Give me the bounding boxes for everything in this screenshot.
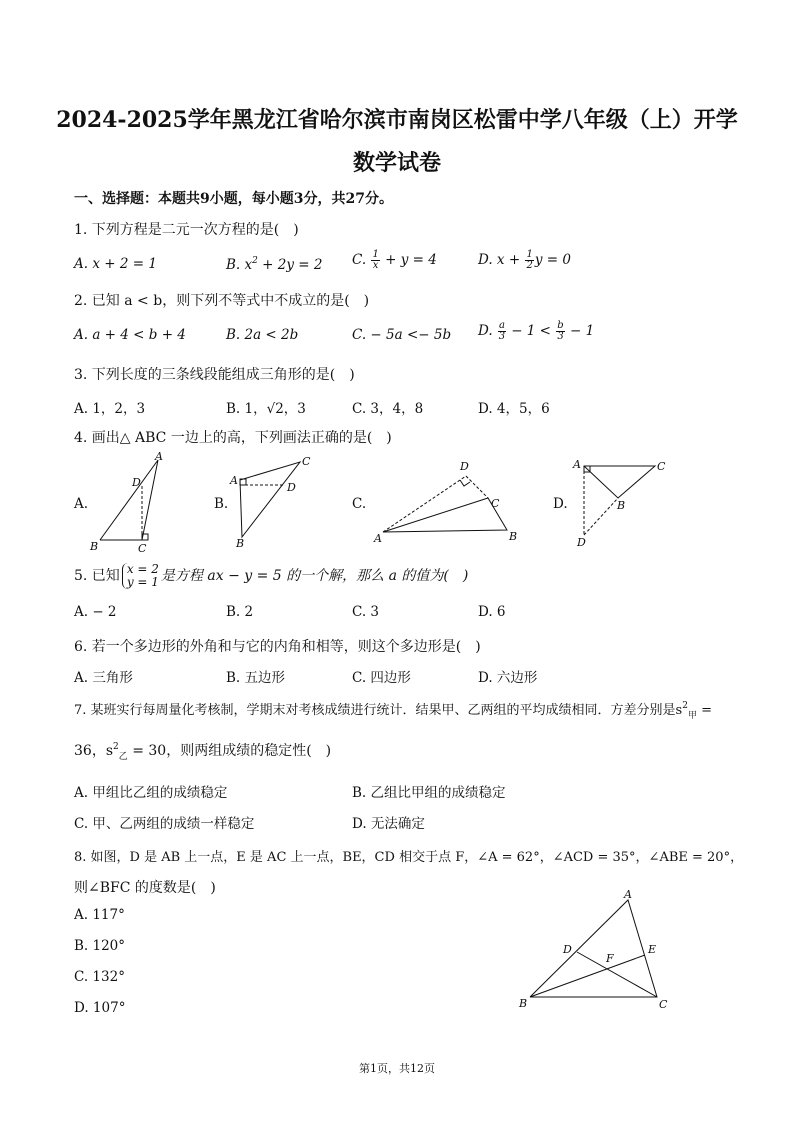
q5-option-c: C. 3 [352, 604, 380, 620]
section-header: 一、选择题：本题共9小题，每小题3分，共27分。 [74, 191, 393, 207]
q4c-label-b: B [509, 530, 518, 543]
q6-option-c: C. 四边形 [352, 670, 411, 686]
q1-option-c: C. $\frac{1}{x}$ + y = 4 [352, 249, 437, 271]
q8-option-a: A. 117° [74, 907, 125, 923]
question-6-stem: 6. 若一个多边形的外角和与它的内角和相等，则这个多边形是( ) [74, 639, 481, 655]
q5-option-b: B. 2 [226, 604, 254, 620]
q4c-label-a: A [374, 532, 382, 545]
q3-option-a: A. 1，2，3 [74, 401, 146, 417]
q8-option-c: C. 132° [74, 969, 125, 985]
q4b-label-a: A [230, 474, 238, 487]
question-3-stem: 3. 下列长度的三条线段能组成三角形的是( ) [74, 367, 355, 383]
q8-label-a: A [624, 888, 632, 901]
q7-option-d: D. 无法确定 [352, 816, 425, 832]
q3-option-d: D. 4，5，6 [478, 401, 550, 417]
q6-option-b: B. 五边形 [226, 670, 286, 686]
q1-option-d: D. x + $\frac{1}{2}$ y = 0 [478, 249, 571, 271]
q2-option-b: B. 2a < 2b [226, 327, 299, 343]
q4b-label-d: D [287, 481, 296, 494]
q8-figure [530, 900, 657, 997]
q3-option-c: C. 3，4，8 [352, 401, 424, 417]
q4-option-b: B. [214, 496, 229, 512]
question-7-line1: 7. 某班实行每周量化考核制，学期末对考核成绩进行统计．结果甲、乙两组的平均成绩相同．方差分别是$s^2_甲$ = [74, 701, 712, 721]
q8-option-d: D. 107° [74, 1000, 126, 1016]
q4b-label-b: B [236, 537, 245, 550]
q8-label-f: F [606, 952, 614, 965]
q8-label-d: D [563, 943, 572, 956]
question-1-stem: 1. 下列方程是二元一次方程的是( ) [74, 222, 299, 238]
q4a-label-d: D [132, 476, 141, 489]
q4-figure-b [240, 462, 300, 537]
question-8-line1: 8. 如图，D 是 AB 上一点，E 是 AC 上一点，BE，CD 相交于点 F，∠A = 62°，∠ACD = 35°，∠ABE = 20°， [74, 850, 744, 865]
question-4-stem: 4. 画出△ ABC 一边上的高，下列画法正确的是( ) [74, 430, 392, 446]
q4d-label-b: B [617, 499, 626, 512]
q4a-label-b: B [90, 540, 99, 553]
q2-option-a: A. a + 4 < b + 4 [74, 327, 186, 343]
q4-option-d: D. [553, 496, 568, 512]
q2-option-c: C. − 5a <− 5b [352, 327, 452, 343]
q3-option-b: B. 1，√2，3 [226, 401, 306, 417]
q4d-label-d: D [577, 536, 586, 549]
question-5-stem: 5. 已知 x = 2 y = 1 是方程 ax − y = 5 的一个解，那么 a 的值为( ) [74, 562, 469, 589]
q4-figure-c [383, 476, 507, 532]
q1-option-a: A. x + 2 = 1 [74, 256, 157, 272]
q7-option-b: B. 乙组比甲组的成绩稳定 [352, 785, 506, 801]
q4-option-a: A. [74, 496, 89, 512]
page-subtitle: 数学试卷 [352, 150, 441, 176]
q2-option-d: D. $\frac{a}{3}$ − 1 < $\frac{b}{3}$ − 1 [478, 320, 595, 342]
q8-label-c: C [659, 998, 668, 1011]
q5-system: x = 2 y = 1 [122, 563, 159, 589]
q4c-label-d: D [460, 460, 469, 473]
q6-option-a: A. 三角形 [74, 670, 133, 686]
q4-option-c: C. [352, 496, 367, 512]
question-8-line2: 则∠BFC 的度数是( ) [74, 880, 216, 896]
q1-option-b: B. $x^2 + 2y = 2$ [226, 256, 323, 273]
q4-figure-a [100, 460, 158, 540]
q8-label-b: B [519, 997, 528, 1010]
question-2-stem: 2. 已知 a < b，则下列不等式中不成立的是( ) [74, 293, 370, 309]
q7-option-c: C. 甲、乙两组的成绩一样稳定 [74, 816, 255, 832]
question-7-line2: 36，$s^2_乙 = 30$，则两组成绩的稳定性( ) [74, 742, 332, 762]
q4d-label-a: A [573, 458, 581, 471]
page-title: 2024-2025学年黑龙江省哈尔滨市南岗区松雷中学八年级（上）开学 [56, 107, 738, 133]
q4d-label-c: C [657, 460, 666, 473]
q5-option-a: A. − 2 [74, 604, 117, 620]
q5-option-d: D. 6 [478, 604, 506, 620]
q8-label-e: E [648, 943, 657, 956]
q8-option-b: B. 120° [74, 938, 126, 954]
q4c-label-c: C [491, 497, 500, 510]
page-number: 第1页，共12页 [359, 1062, 435, 1075]
q4a-label-c: C [138, 542, 147, 555]
q4a-label-a: A [155, 450, 163, 463]
q7-option-a: A. 甲组比乙组的成绩稳定 [74, 785, 228, 801]
q4b-label-c: C [302, 455, 311, 468]
q6-option-d: D. 六边形 [478, 670, 538, 686]
